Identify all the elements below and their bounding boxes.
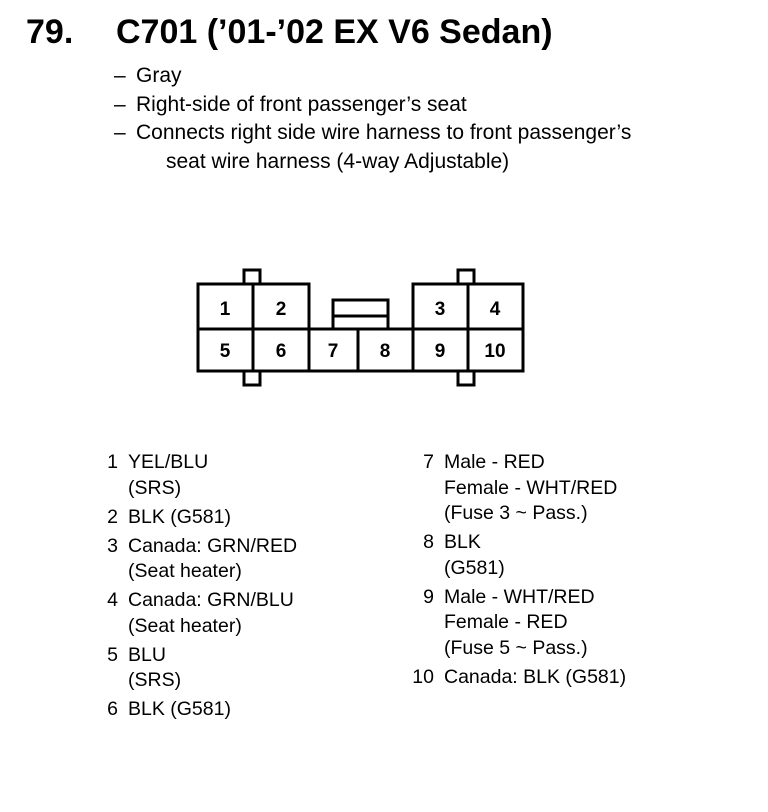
pin-number: 8 bbox=[423, 531, 434, 553]
pin-wire: Female - WHT/RED bbox=[444, 476, 618, 499]
note-dash: – bbox=[114, 121, 126, 144]
pin-number: 1 bbox=[107, 451, 118, 473]
pin-entry bbox=[404, 530, 734, 581]
pin-label: 9 bbox=[434, 341, 446, 362]
pin-number: 4 bbox=[107, 589, 118, 611]
pin-entry bbox=[404, 450, 734, 527]
pin-number: 7 bbox=[423, 451, 434, 473]
note-text: Gray bbox=[136, 64, 182, 87]
pin-list-right bbox=[404, 450, 734, 694]
pin-number: 9 bbox=[423, 585, 434, 608]
pin-wire: Canada: GRN/BLU bbox=[128, 589, 294, 611]
pin-entry bbox=[88, 505, 388, 531]
pin-entry bbox=[88, 588, 388, 639]
note-dash: – bbox=[114, 64, 126, 87]
pin-entry bbox=[404, 665, 734, 691]
pin-label: 2 bbox=[275, 299, 287, 320]
item-number: 79. bbox=[26, 13, 74, 51]
pin-circuit: (SRS) bbox=[128, 669, 182, 691]
pin-number: 6 bbox=[107, 698, 118, 720]
pin-wire: BLK bbox=[444, 531, 481, 553]
pin-wire: BLK (G581) bbox=[128, 505, 231, 528]
pin-label: 1 bbox=[219, 299, 231, 320]
pin-label: 5 bbox=[219, 341, 231, 362]
pin-label: 3 bbox=[434, 299, 446, 320]
pin-entry bbox=[88, 534, 388, 585]
note-text: Connects right side wire harness to front passenger’s seat wire harness (4-way Adjustable) bbox=[136, 121, 632, 173]
pin-list-left bbox=[88, 450, 388, 726]
pin-wire: BLU bbox=[128, 643, 166, 666]
pin-wire: Male - RED bbox=[444, 451, 545, 473]
pin-label: 6 bbox=[275, 341, 287, 362]
pin-circuit: (Fuse 3 ~ Pass.) bbox=[444, 502, 588, 524]
pin-circuit: (SRS) bbox=[128, 476, 182, 499]
pin-circuit: (Seat heater) bbox=[128, 560, 242, 582]
connector-title: C701 (’01-’02 EX V6 Sedan) bbox=[116, 13, 553, 51]
pin-wire: YEL/BLU bbox=[128, 451, 209, 473]
pin-label: 7 bbox=[327, 341, 339, 362]
pin-wire: Canada: BLK (G581) bbox=[444, 665, 627, 688]
pin-entry bbox=[88, 450, 388, 501]
pin-entry bbox=[88, 643, 388, 694]
pin-circuit: (Fuse 5 ~ Pass.) bbox=[444, 636, 588, 659]
pin-label: 8 bbox=[379, 341, 391, 362]
pin-number: 5 bbox=[107, 643, 118, 666]
pin-circuit: (Seat heater) bbox=[128, 614, 242, 637]
pin-wire: BLK (G581) bbox=[128, 698, 231, 720]
connector-bottom-row bbox=[198, 329, 523, 371]
pin-number: 2 bbox=[107, 505, 118, 528]
pin-wire: Male - WHT/RED bbox=[444, 585, 595, 608]
note-dash: – bbox=[114, 92, 126, 116]
pin-wire: Canada: GRN/RED bbox=[128, 534, 298, 557]
pin-circuit: (G581) bbox=[444, 556, 505, 579]
pin-number: 3 bbox=[107, 534, 118, 557]
pin-entry bbox=[404, 585, 734, 662]
pin-entry bbox=[88, 697, 388, 723]
note-text: Right-side of front passenger’s seat bbox=[136, 92, 467, 116]
pin-label: 10 bbox=[484, 341, 506, 362]
pin-wire: Female - RED bbox=[444, 611, 568, 633]
pin-label: 4 bbox=[489, 299, 501, 320]
pin-number: 10 bbox=[412, 665, 434, 688]
